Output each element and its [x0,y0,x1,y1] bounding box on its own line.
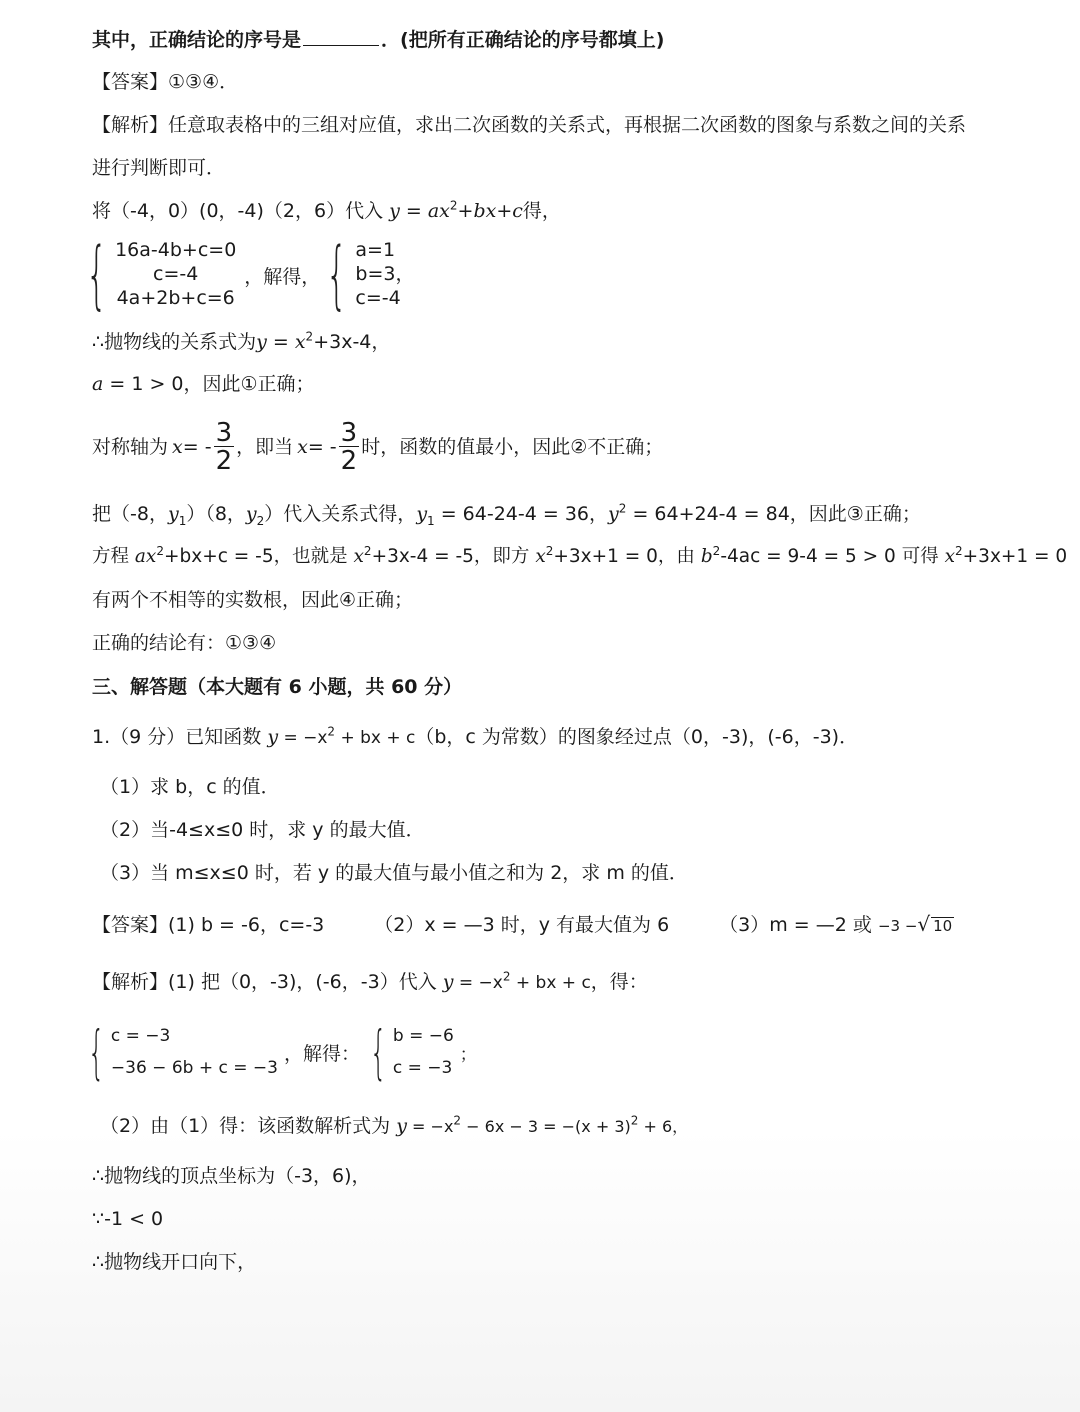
text: = 1 > 0，因此①正确； [103,373,315,395]
text: = 64-24-4 = 36， [434,503,609,525]
solution: c=-4 [355,286,401,309]
text: 方程 [92,546,130,567]
exponent: 2 [363,543,372,558]
opens-down-line: ∴抛物线开口向下， [92,1251,257,1273]
answer-part-3: （3）m = —2 或 [719,914,872,936]
question-text: 其中，正确结论的序号是 [92,29,302,51]
exponent: 2 [453,1113,462,1128]
expr: = −x [453,973,503,993]
analysis-line-2: 进行判断即可． [92,157,226,179]
correct-conclusions: 正确的结论有：①③④ [92,632,277,654]
equation: c=-4 [153,263,199,286]
text: ，得： [590,971,648,993]
subscript: 2 [256,513,265,528]
equation-system-1 [86,232,415,318]
var-a: a [92,373,104,395]
equation: 16a-4b+c=0 [115,239,237,262]
denominator: 2 [340,446,358,476]
exponent: 2 [712,543,721,558]
conclusion-1-line [92,373,315,396]
var-y: y [416,503,428,525]
text: 时，函数的值最小，因此②不正确； [361,435,664,458]
exponent: 2 [545,543,554,558]
var-y: y [267,726,279,748]
sub-question-2: （2）当-4≤x≤0 时，求 y 的最大值． [100,819,425,841]
expr: +bx+c [457,200,523,222]
text: ，即当 [236,435,294,458]
sub-question-1: （1）求 b，c 的值． [100,776,280,798]
var-ax: ax [134,546,157,567]
because-line: ∵-1 < 0 [92,1208,164,1230]
exponent: 2 [618,501,627,516]
text: +bx+c = -5，也就是 [164,546,348,567]
text: = - [182,435,212,458]
fraction [214,420,235,474]
exponent: 2 [305,329,314,344]
solution: a=1 [355,239,396,262]
var-x: x [535,546,546,567]
text: = - [307,435,337,458]
sub-question-3: （3）当 m≤x≤0 时，若 y 的最大值与最小值之和为 2，求 m 的值． [100,862,688,884]
text: = [266,331,295,353]
solution: c = −3 [392,1058,453,1079]
text: 1.（9 分）已知函数 [92,726,262,748]
answer-line: 【答案】①③④． [92,71,239,93]
vertex-line: ∴抛物线的顶点坐标为（-3，6)， [92,1165,371,1187]
question-text-tail: ．(把所有正确结论的序号都填上) [381,29,665,51]
var-ax: ax [427,200,450,222]
var-y: y [608,503,619,525]
brace-icon: { [88,1018,105,1087]
text: （2）由（1）得：该函数解析式为 [100,1115,391,1137]
blank-question-line [92,27,664,52]
solution-1-line [92,971,648,994]
text: ； [459,1044,477,1065]
radicand: 10 [933,917,953,935]
var-x: x [944,546,956,567]
text: +3x+1 = 0 [962,546,1068,567]
var-b: b [700,546,713,567]
substitute-line [92,200,561,223]
expr: +3x-4， [313,331,391,353]
numerator: 3 [340,418,358,448]
text: ）代入关系式得， [264,503,417,525]
section-heading: 三、解答题（本大题有 6 小题，共 60 分） [92,676,463,698]
var-y: y [245,503,257,525]
analysis-line: 【解析】任意取表格中的三组对应值，求出二次函数的关系式，再根据二次函数的图象与系数之间的关系 [92,114,967,136]
var-x: x [172,435,183,458]
denominator: 2 [215,446,233,476]
equation-system-2 [88,1020,477,1085]
text: 将（-4，0）(0，-4)（2，6）代入 [92,200,384,222]
exponent: 2 [502,969,511,984]
expr: = −x [406,1117,454,1136]
text: ，解得： [283,1042,360,1065]
var-y: y [396,1115,407,1137]
exponent: 2 [630,1113,639,1128]
var-y: y [167,503,179,525]
answer-blank [303,27,379,46]
var-y: y [256,331,267,353]
text: -4ac = 9-4 = 5 > 0 可得 [720,546,939,567]
text: 对称轴为 [92,435,169,458]
answer-part-1: 【答案】(1) b = -6，c=-3 [92,914,325,936]
text: 得， [522,200,561,222]
solution: b=3， [355,263,415,286]
var-y: y [389,200,400,222]
exponent: 2 [156,543,165,558]
text: = 64+24-4 = 84，因此③正确； [626,503,921,525]
text: ，解得， [244,265,321,288]
conclusion-4-line [92,543,1068,568]
brace-icon: { [369,1018,387,1087]
expr: + bx + c [510,973,591,993]
equation: 4a+2b+c=6 [116,286,235,309]
answer-part-2: （2）x = —3 时，y 有最大值为 6 [374,914,670,936]
subscript: 1 [427,513,435,528]
text: ）（8， [186,503,246,525]
subscript: 1 [178,513,187,528]
exponent: 2 [955,543,963,558]
expr: −3 − [877,917,918,935]
text: = [399,200,428,222]
var-x: x [353,546,364,567]
problem-1-line [92,726,858,749]
solution: b = −6 [392,1026,454,1046]
equation: c = −3 [110,1026,171,1046]
brace-icon: { [326,232,348,318]
text: （b，c 为常数）的图象经过点（0，-3)，(-6，-3)． [415,726,859,748]
text: +3x+1 = 0，由 [553,546,695,567]
axis-line [92,420,663,474]
text: 【解析】(1) 把（0，-3)，(-6，-3）代入 [92,971,437,993]
problem-1-answer: 【答案】(1) b = -6，c=-3 （2）x = —3 时，y 有最大值为 6 （3）m = —2 或 −3 −√ 10 [92,912,953,936]
solution-2-line [100,1115,688,1138]
conclusion-4-line-2: 有两个不相等的实数根，因此④正确； [92,589,414,611]
conclusion-3-line [92,503,921,526]
parabola-line [92,331,390,354]
expr: = −x [278,728,328,748]
text: +3x-4 = -5，即方 [371,546,530,567]
var-y: y [442,971,454,993]
equation: −36 − 6b + c = −3 [110,1058,278,1079]
expr: + bx + c [335,728,416,748]
fraction [339,420,360,474]
numerator: 3 [215,418,233,448]
var-x: x [297,435,308,458]
brace-icon: { [86,232,108,318]
exponent: 2 [327,724,336,739]
text: ∴抛物线的关系式为 [92,331,257,353]
expr: − 6x − 3 = −(x + 3) [461,1117,631,1136]
exponent: 2 [449,198,458,213]
var-x: x [294,331,306,353]
expr: + 6， [638,1117,689,1136]
text: 把（-8， [92,503,168,525]
